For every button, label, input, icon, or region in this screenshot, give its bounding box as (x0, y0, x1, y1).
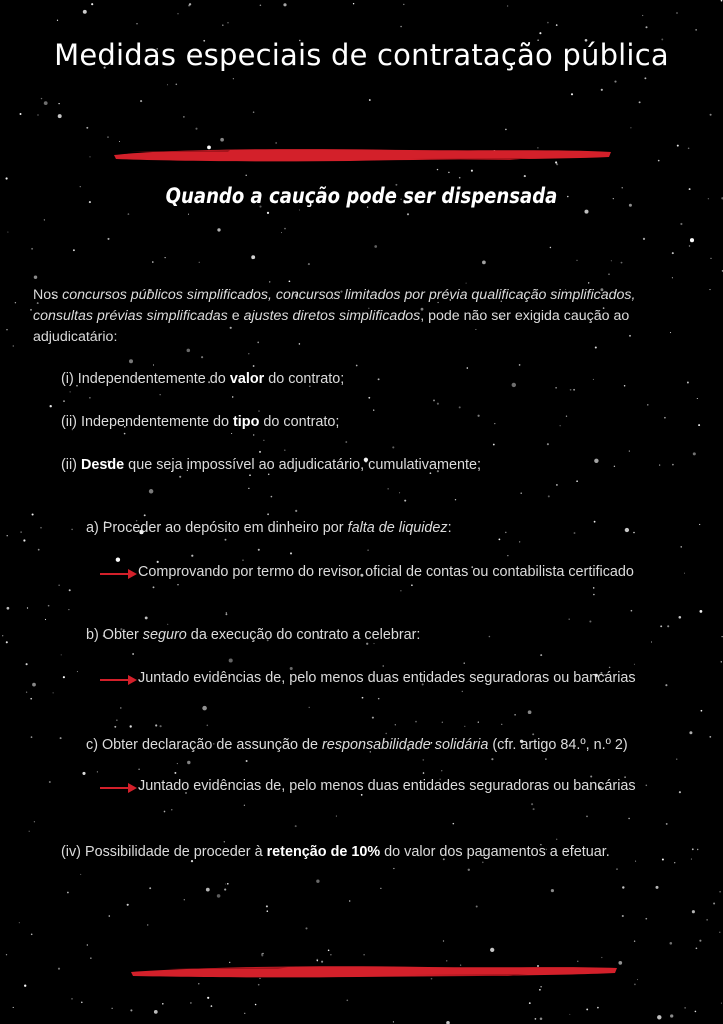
item-ii: (ii) Independentemente do tipo do contrato; (61, 414, 340, 430)
item-c: c) Obter declaração de assunção de responsabilidade solidária (cfr. artigo 84.º, n.º 2) (86, 737, 628, 753)
red-arrow-icon (100, 783, 138, 793)
item-a-detail: Comprovando por termo do revisor oficial de contas ou contabilista certificado (138, 564, 634, 580)
page-title: Medidas especiais de contratação pública (54, 38, 669, 72)
item-b-detail: Juntado evidências de, pelo menos duas entidades seguradoras ou bancárias (138, 670, 636, 686)
red-arrow-icon (100, 569, 138, 579)
item-i: (i) Independentemente do valor do contrato; (61, 371, 345, 387)
section-subtitle: Quando a caução pode ser dispensada (165, 184, 558, 208)
intro-text-1: Nos (33, 287, 63, 303)
intro-paragraph (33, 285, 693, 348)
red-arrow-icon (100, 675, 138, 685)
item-iii: (ii) Desde que seja impossível ao adjudicatário, cumulativamente; (61, 457, 481, 473)
item-a: a) Proceder ao depósito em dinheiro por falta de liquidez: (86, 520, 452, 536)
item-c-detail: Juntado evidências de, pelo menos duas entidades seguradoras ou bancárias (138, 778, 636, 794)
intro-italic-2: ajustes diretos simplificados (243, 308, 421, 324)
intro-text-3: , pode não ser exigida caução ao adjudicatário: (33, 308, 630, 345)
red-brush-stroke-bottom (128, 962, 620, 980)
red-brush-stroke-top (110, 146, 615, 164)
intro-italic-1: concursos públicos simplificados, concursos limitados por prévia qualificação simplificados, consultas prévias simplificadas (33, 287, 636, 324)
intro-text-2: e (227, 308, 244, 324)
item-iv: (iv) Possibilidade de proceder à retenção de 10% do valor dos pagamentos a efetuar. (61, 844, 610, 860)
item-b: b) Obter seguro da execução do contrato a celebrar: (86, 627, 421, 643)
